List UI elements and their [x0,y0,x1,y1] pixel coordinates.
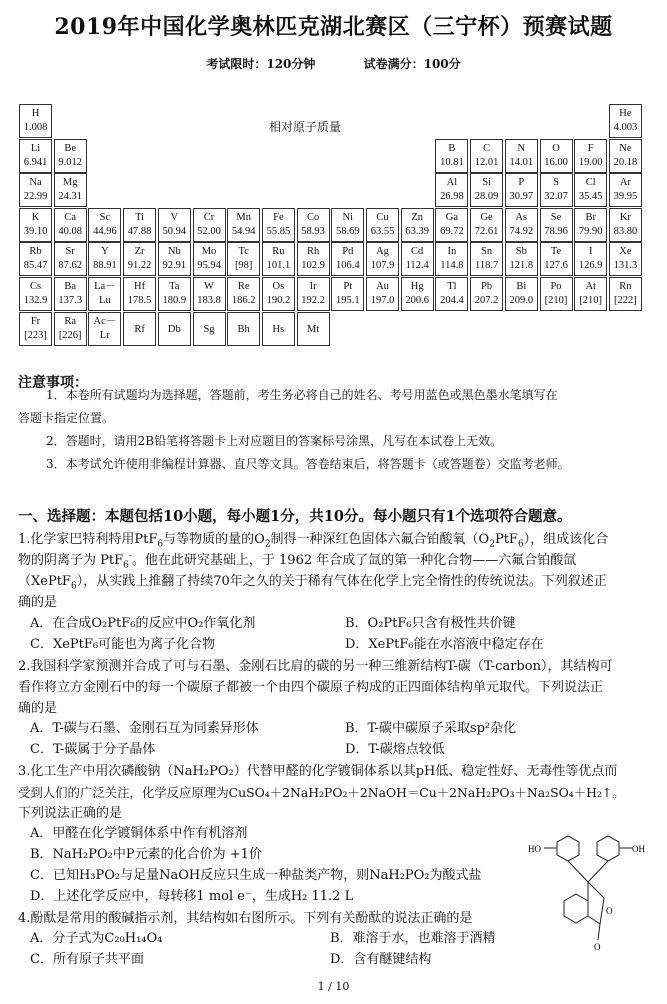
element-symbol: Rh [306,246,320,258]
element-mass: 137.3 [58,295,82,306]
element-symbol: Ni [342,211,354,223]
element-mass: 121.8 [509,260,534,272]
element-mass: 131.3 [613,260,638,272]
note-item: 1．本卷所有试题均为选择题，答题前，考生务必将自己的姓名、考号用蓝色或黑色墨水笔填写在 [46,388,558,402]
element-mass: 30.97 [509,191,534,203]
question-2-line: 确的是 [18,701,58,716]
element-cell [158,242,191,276]
element-symbol: Co [306,211,320,223]
element-cell [193,312,226,346]
element-mass: 39.10 [23,225,48,237]
element-symbol: Sr [65,246,75,258]
element-cell [470,139,503,173]
periodic-table [19,104,646,346]
element-cell [54,173,87,207]
ring-oxygen-label: O [606,906,613,916]
element-cell [19,242,52,276]
element-cell [401,208,434,242]
element-cell [505,173,538,207]
element-symbol: Cl [585,177,596,189]
option-c: C．已知H₃PO₂与足量NaOH反应只生成一种盐类产物，则NaH₂PO₂为酸式盐 [30,868,482,883]
element-symbol: Se [550,211,562,223]
element-cell [262,208,295,242]
element-symbol: Ti [135,211,145,223]
element-symbol: Mo [201,246,217,258]
element-cell [609,104,642,138]
element-symbol: Db [167,323,181,335]
option-b: B．T-碳中碳原子采取sp²杂化 [345,721,517,736]
element-mass: 197.0 [370,295,395,306]
element-cell [331,208,364,242]
question-2-line: 2.我国科学家预测并合成了可与石墨、金刚石比肩的碳的另一种三维新结构T-碳（T-carbon），其结构可 [18,659,613,674]
element-cell [88,312,121,346]
element-cell [88,242,121,276]
element-mass: 22.99 [23,191,48,203]
element-symbol: Ar [619,177,631,189]
element-mass: 207.2 [474,295,499,306]
note-item: 3．本考试允许使用非编程计算器、直尺等文具。答卷结束后，将答题卡（或答题卷）交监考老师。 [46,457,570,471]
element-symbol: Te [550,246,562,258]
element-cell [227,277,260,311]
element-mass: 95.94 [197,260,221,272]
element-symbol: K [31,211,40,223]
element-symbol: Tc [238,246,249,258]
element-symbol: La－ [94,281,116,292]
element-mass: Lu [99,295,111,306]
element-cell [88,208,121,242]
element-symbol: As [515,211,528,223]
element-mass: 55.85 [266,225,291,237]
element-cell [297,312,330,346]
element-symbol: Sb [515,246,527,258]
element-cell [609,208,642,242]
element-cell [297,277,330,311]
element-mass: 83.80 [613,225,638,237]
element-symbol: S [553,177,559,189]
element-cell [262,242,295,276]
element-cell [54,312,87,346]
element-cell [574,242,607,276]
element-mass: 47.88 [127,225,152,237]
element-symbol: Pb [481,281,493,292]
element-symbol: Pt [343,281,353,292]
element-mass: 6.941 [23,156,48,168]
element-mass: 107.9 [370,260,395,272]
element-cell [297,242,330,276]
element-cell [366,208,399,242]
element-symbol: Mt [306,323,320,335]
element-cell [297,208,330,242]
element-mass: 24.31 [58,191,82,203]
element-mass: 112.4 [405,260,429,272]
element-symbol: In [447,246,457,258]
element-mass: 85.47 [23,260,48,272]
element-mass: 12.01 [474,156,499,168]
element-mass: 69.72 [440,225,464,237]
element-cell [609,242,642,276]
element-mass: 114.8 [440,260,464,272]
element-mass: 44.96 [93,225,117,237]
element-mass: 132.9 [23,295,48,306]
element-cell [540,242,573,276]
element-cell [123,312,156,346]
element-cell [609,277,642,311]
element-mass: 92.91 [162,260,187,272]
element-mass: 72.61 [474,225,499,237]
element-mass: 10.81 [440,156,464,168]
element-mass: 58.93 [301,225,325,237]
element-cell [435,208,468,242]
element-mass: 50.94 [162,225,187,237]
element-symbol: Hf [134,281,146,292]
element-symbol: Na [29,177,42,189]
element-cell [193,277,226,311]
element-cell [470,277,503,311]
element-symbol: Ge [480,211,493,223]
element-symbol: P [518,177,525,189]
element-symbol: Cu [376,211,389,223]
element-cell [540,277,573,311]
element-mass: 52.00 [197,225,221,237]
element-cell [123,242,156,276]
element-symbol: V [170,211,179,223]
carbonyl-oxygen-label: O [594,942,601,952]
element-cell [505,242,538,276]
element-symbol: Ag [376,246,389,258]
element-symbol: I [588,246,593,258]
element-symbol: Be [64,142,77,154]
element-mass: 20.18 [613,156,638,168]
element-symbol: Cd [411,246,424,258]
option-a: A．甲醛在化学镀铜体系中作有机溶剂 [30,826,248,841]
question-1-line: 物的阴离子为 PtF$_6$-。他在此研究基础上，于 1962 年合成了氙的第一种化合物——六氟合铂酸氙 [18,551,577,571]
element-cell [54,277,87,311]
element-mass: 126.9 [578,260,603,272]
element-cell [19,277,52,311]
element-symbol: Mg [62,177,78,189]
section-title: 一、选择题：本题包括10小题，每小题1分，共10分。每小题只有1个选项符合题意。 [18,508,572,525]
element-symbol: Ta [169,281,180,292]
element-mass: 4.003 [613,122,638,133]
element-symbol: Mn [236,211,251,223]
element-symbol: Cr [203,211,215,223]
element-symbol: Pd [342,246,354,258]
notes-heading: 注意事项： [18,375,88,391]
element-cell [574,173,607,207]
element-symbol: Ac－ [93,315,117,327]
element-symbol: He [619,108,632,119]
element-mass: [210] [579,295,603,306]
element-mass: 54.94 [231,225,256,237]
element-symbol: C [483,142,491,154]
element-mass: 79.90 [578,225,603,237]
element-cell [574,277,607,311]
element-cell [401,242,434,276]
element-mass: 118.7 [474,260,499,272]
element-symbol: Sc [99,211,111,223]
element-mass: 39.95 [613,191,638,203]
option-b: B．O₂PtF₆只含有极性共价键 [345,616,516,631]
option-a: A．在合成O₂PtF₆的反应中O₂作氧化剂 [30,616,256,631]
element-symbol: H [31,108,40,119]
element-mass: 183.8 [197,295,221,306]
element-cell [366,277,399,311]
element-symbol: Nb [167,246,181,258]
element-mass: 195.1 [335,295,360,306]
element-cell [331,242,364,276]
element-symbol: Tl [447,281,457,292]
element-mass: 91.22 [127,260,152,272]
element-cell [435,173,468,207]
element-cell [158,312,191,346]
element-cell [158,277,191,311]
oh-label: OH [632,844,645,854]
element-symbol: Rf [134,323,145,335]
element-symbol: Br [585,211,596,223]
element-symbol: F [587,142,594,154]
element-mass: 26.98 [440,191,464,203]
option-b: B．NaH₂PO₂中P元素的化合价为 +1价 [30,847,262,862]
element-cell [609,139,642,173]
question-3-line: 3.化工生产中用次磷酸钠（NaH₂PO₂）代替甲醛的化学镀铜体系以其pH低、稳定性好、无毒性等优点而 [18,764,618,779]
element-symbol: W [204,281,214,292]
full-score: 试卷满分：100分 [363,57,461,71]
element-cell [574,139,607,173]
element-cell [54,208,87,242]
option-b: B．难溶于水，也难溶于酒精 [330,931,496,946]
element-symbol: Ba [64,281,77,292]
element-cell [540,208,573,242]
element-mass: [210] [544,295,568,306]
element-mass: 63.39 [405,225,429,237]
element-cell [435,242,468,276]
element-cell [609,173,642,207]
element-symbol: O [552,142,560,154]
element-symbol: Al [446,177,458,189]
element-mass: 186.2 [231,295,256,306]
question-3-line: 受到人们的广泛关注，化学反应原理为CuSO₄＋2NaH₂PO₂＋2NaOH＝Cu＋2NaH₂PO₃＋Na₂SO₄＋H₂↑。 [18,785,625,800]
element-mass: 88.91 [93,260,117,272]
element-symbol: Sn [481,246,493,258]
element-symbol: Zr [134,246,145,258]
element-symbol: Re [237,281,250,292]
element-cell [262,312,295,346]
element-cell [123,277,156,311]
element-symbol: N [517,142,526,154]
element-cell [193,242,226,276]
element-mass: 78.96 [544,225,568,237]
phenolphthalein-structure [528,822,648,972]
element-cell [505,208,538,242]
element-symbol: Ne [619,142,632,154]
page-title: 2019年中国化学奥林匹克湖北赛区（三宁杯）预赛试题 [54,14,613,40]
element-mass: 35.45 [578,191,603,203]
element-cell [540,139,573,173]
element-mass: 28.09 [474,191,499,203]
element-cell [540,173,573,207]
element-mass: [98] [234,260,253,272]
option-d: D．T-碳熔点较低 [345,742,445,757]
element-cell [19,104,52,138]
element-cell [19,139,52,173]
page-number: 1 / 10 [317,980,350,993]
option-c: C．XePtF₆可能也为离子化合物 [30,637,216,652]
element-mass: 87.62 [58,260,82,272]
element-mass: 74.92 [509,225,534,237]
element-cell [505,277,538,311]
element-symbol: Sg [203,323,215,335]
question-3-line: 下列说法正确的是 [18,806,123,821]
time-limit: 考试限时：120分钟 [206,57,316,71]
element-mass: 63.55 [370,225,395,237]
element-symbol: Ir [309,281,317,292]
element-symbol: Bh [237,323,250,335]
element-symbol: Li [30,142,41,154]
element-symbol: Ra [64,315,77,327]
element-mass: [222] [614,295,637,306]
element-cell [470,173,503,207]
element-mass: 209.0 [509,295,534,306]
element-symbol: Bi [516,281,527,292]
element-mass: 58.69 [335,225,360,237]
element-cell [470,242,503,276]
question-2-line: 看作将立方金刚石中的每一个碳原子都被一个由四个碳原子构成的正四面体结构单元取代。下列说法正 [18,680,604,695]
element-cell [227,208,260,242]
element-cell [227,242,260,276]
element-symbol: Ca [64,211,77,223]
element-symbol: Hs [272,323,285,335]
element-cell [123,208,156,242]
element-cell [88,277,121,311]
option-d: D．上述化学反应中，每转移1 mol e⁻，生成H₂ 11.2 L [30,889,354,904]
question-1-line: 确的是 [18,595,58,610]
element-mass: 1.008 [23,122,48,133]
option-d: D．含有醚键结构 [330,952,432,967]
element-symbol: Rn [619,281,632,292]
element-symbol: Ga [445,211,459,223]
element-symbol: Fe [273,211,284,223]
element-mass: 192.2 [301,295,325,306]
element-symbol: Ru [272,246,285,258]
element-mass: 204.4 [440,295,464,306]
ho-label: HO [528,844,541,854]
element-mass: 106.4 [335,260,360,272]
element-cell [227,312,260,346]
element-symbol: Xe [619,246,632,258]
element-cell [366,242,399,276]
element-cell [470,208,503,242]
element-symbol: Rb [29,246,42,258]
element-cell [401,277,434,311]
element-symbol: Po [550,281,562,292]
element-mass: 14.01 [509,156,534,168]
element-mass: 127.6 [544,260,568,272]
element-mass: 102.9 [301,260,325,272]
element-symbol: Kr [619,211,631,223]
element-mass: 40.08 [58,225,82,237]
element-symbol: Si [482,177,491,189]
element-cell [54,139,87,173]
element-symbol: Cs [29,281,42,292]
element-cell [193,208,226,242]
element-cell [331,277,364,311]
exam-info [0,55,667,72]
element-symbol: At [585,281,596,292]
element-cell [505,139,538,173]
option-d: D．XePtF₆能在水溶液中稳定存在 [345,637,544,652]
element-symbol: Hg [410,281,424,292]
element-cell [435,277,468,311]
element-symbol: B [448,142,456,154]
element-symbol: Fr [30,315,41,327]
element-mass: 101.1 [266,260,291,272]
element-cell [158,208,191,242]
element-cell [574,208,607,242]
element-mass: 190.2 [266,295,291,306]
option-a: A．T-碳与石墨、金刚石互为同素异形体 [30,721,259,736]
element-cell [262,277,295,311]
element-symbol: Os [272,281,285,292]
element-mass: 180.9 [162,295,187,306]
periodic-table-title: 相对原子质量 [268,120,341,134]
question-1-line: 1.化学家巴特利特用PtF$_6$与等物质的量的$O_2$制得一种深红色固体六氟合铂酸氧$(O_2PtF_6)$，组成该化合 [18,532,609,550]
note-item: 2．答题时，请用2B铅笔将答题卡上对应题目的答案标号涂黑，凡写在本试卷上无效。 [46,434,503,448]
element-mass: Lr [99,329,110,341]
element-mass: 178.5 [127,295,152,306]
element-mass: 32.07 [544,191,568,203]
question-4-line: 4.酚酞是常用的酸碱指示剂，其结构如右图所示。下列有关酚酞的说法正确的是 [18,911,473,926]
element-mass: 9.012 [58,156,82,168]
question-1-line: （XePtF$_6$），从实践上推翻了持续70年之久的关于稀有气体在化学上完全惰性的传统说法。下列叙述正 [18,574,607,592]
element-mass: 16.00 [544,156,568,168]
element-mass: 19.00 [578,156,603,168]
element-cell [19,312,52,346]
element-symbol: Zn [411,211,424,223]
element-symbol: Y [101,246,109,258]
element-cell [19,173,52,207]
element-symbol: Au [376,281,389,292]
element-cell [435,139,468,173]
element-mass: [226] [58,329,82,341]
note-item: 答题卡指定位置。 [18,411,115,425]
option-c: C．T-碳属于分子晶体 [30,742,156,757]
element-cell [54,242,87,276]
element-cell [19,208,52,242]
option-a: A．分子式为C₂₀H₁₄O₄ [30,931,163,946]
option-c: C．所有原子共平面 [30,952,144,967]
element-mass: [223] [24,329,47,341]
element-mass: 200.6 [405,295,429,306]
